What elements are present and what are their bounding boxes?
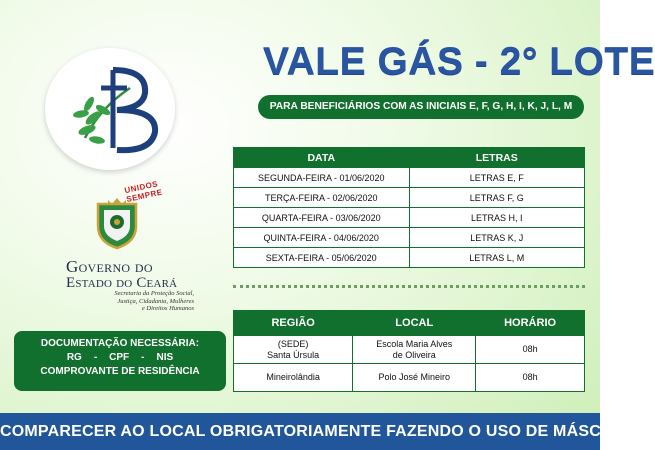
doc-sep: - (93, 352, 98, 363)
schedule-date: SEGUNDA-FEIRA - 01/06/2020 (234, 168, 410, 188)
schedule-header-row (234, 148, 585, 168)
location-region: (SEDE) Santa Úrsula (234, 336, 353, 364)
government-line2: Estado do Ceará (66, 275, 178, 291)
secretariat-name (64, 290, 194, 313)
secretariat-line: e Direitos Humanos (141, 305, 194, 312)
table-row (234, 168, 585, 188)
schedule-table (233, 147, 585, 268)
schedule-letters: LETRAS F, G (409, 188, 585, 208)
schedule-date: SEXTA-FEIRA - 05/06/2020 (234, 248, 410, 268)
location-place: Escola Maria Alves de Oliveira (353, 336, 476, 364)
documentation-proof: COMPROVANTE DE RESIDÊNCIA (40, 366, 200, 377)
location-place: Polo José Mineiro (353, 364, 476, 392)
footer-banner: COMPARECER AO LOCAL OBRIGATORIAMENTE FAZENDO O USO DE MÁSCARA (0, 413, 600, 450)
location-time: 08h (476, 336, 585, 364)
location-region: Mineirolândia (234, 364, 353, 392)
logo-ring-text: UNIDOS SEMPRE (123, 179, 164, 205)
schedule-letters: LETRAS K, J (409, 228, 585, 248)
table-row (234, 228, 585, 248)
doc-nis: NIS (156, 352, 174, 363)
schedule-date: TERÇA-FEIRA - 02/06/2020 (234, 188, 410, 208)
table-row (234, 208, 585, 228)
doc-rg: RG (66, 352, 82, 363)
schedule-letters: LETRAS L, M (409, 248, 585, 268)
locations-header-row (234, 311, 585, 336)
col-letras: LETRAS (409, 148, 585, 168)
schedule-letters: LETRAS E, F (409, 168, 585, 188)
government-title (66, 258, 186, 292)
location-time: 08h (476, 364, 585, 392)
col-horario: HORÁRIO (476, 311, 585, 336)
documentation-ids (14, 351, 226, 365)
col-regiao: REGIÃO (234, 311, 353, 336)
col-local: LOCAL (353, 311, 476, 336)
secretariat-line: Secretaria da Proteção Social, (114, 290, 194, 297)
documentation-box (14, 331, 226, 391)
table-row (234, 188, 585, 208)
doc-cpf: CPF (109, 352, 130, 363)
schedule-date: QUARTA-FEIRA - 03/06/2020 (234, 208, 410, 228)
locations-table (233, 310, 585, 392)
schedule-letters: LETRAS H, I (409, 208, 585, 228)
page-title: VALE GÁS - 2° LOTE (263, 40, 655, 83)
unidos-sempre-logo (45, 48, 175, 205)
col-data: DATA (234, 148, 410, 168)
ceara-crest (94, 196, 140, 255)
table-row (234, 336, 585, 364)
government-line1: Governo do (66, 257, 153, 276)
documentation-title: DOCUMENTAÇÃO NECESSÁRIA: (40, 338, 200, 349)
secretariat-line: Justiça, Cidadania, Mulheres (117, 297, 194, 305)
table-row (234, 248, 585, 268)
dotted-divider (233, 285, 585, 288)
doc-sep: - (141, 352, 145, 363)
subtitle-banner: PARA BENEFICIÁRIOS COM AS INICIAIS E, F, G, H, I, K, J, L, M (258, 95, 584, 119)
table-row (234, 364, 585, 392)
logo-graphic (45, 48, 175, 170)
schedule-date: QUINTA-FEIRA - 04/06/2020 (234, 228, 410, 248)
